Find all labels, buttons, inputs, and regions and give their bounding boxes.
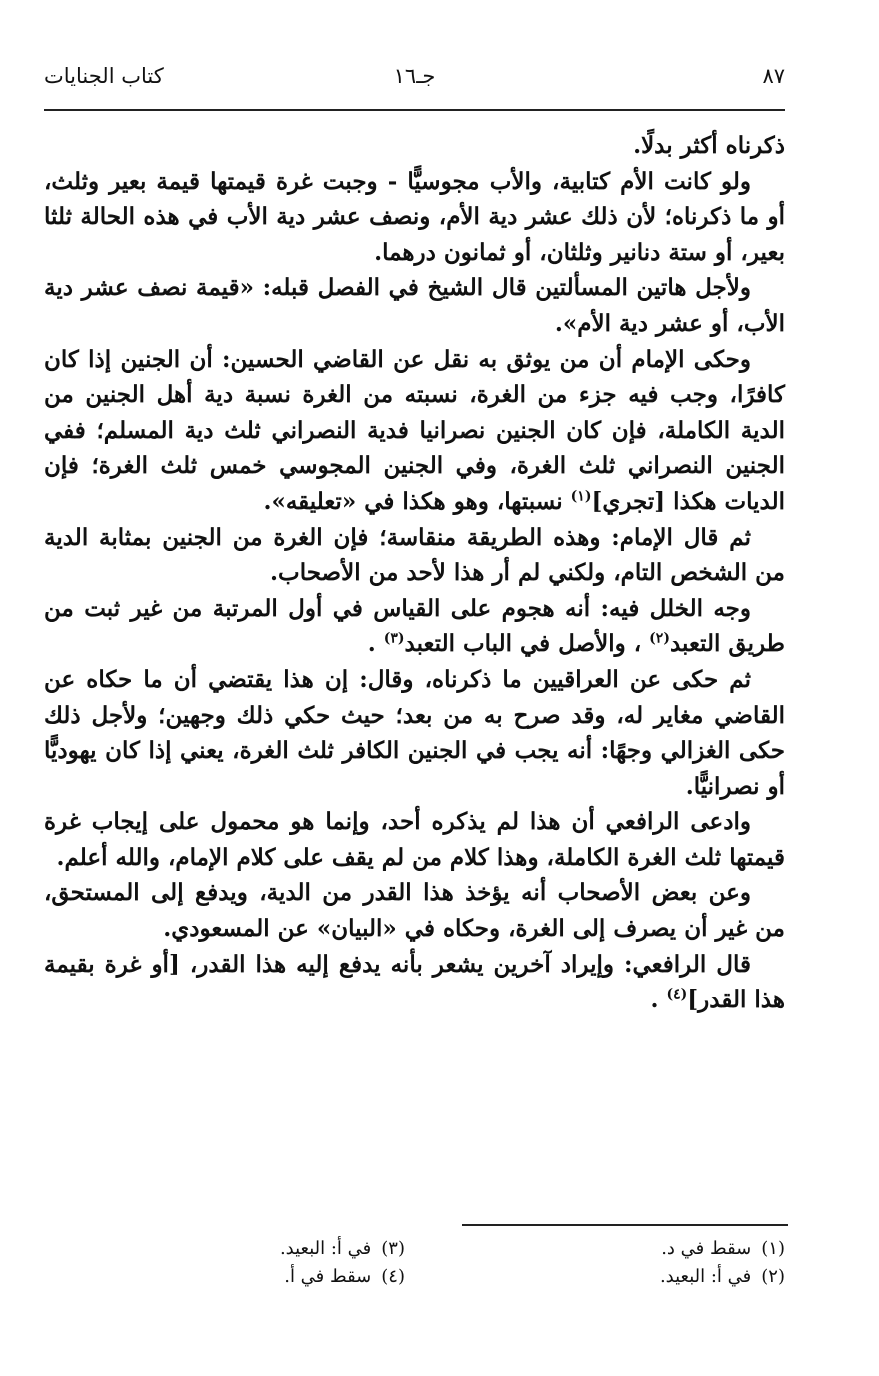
footnote-number: (٣) — [381, 1238, 405, 1259]
paragraph-text: قال الرافعي: وإيراد آخرين يشعر بأنه يدفع إليه هذا القدر، [أو غرة بقيمة هذا القدر] — [44, 950, 785, 1014]
footnote-number: (٤) — [381, 1266, 405, 1287]
footnote-ref-1: (١) — [570, 488, 592, 505]
footnote-item — [105, 1263, 405, 1291]
paragraph: ولو كانت الأم كتابية، والأب مجوسيًّا - وجبت غرة قيمتها قيمة بعير وثلث، أو ما ذكرناه؛ لأن ذلك عشر دية الأم، ونصف عشر دية الأب في هذه الحالة ثلثا بعير، أو ستة دنانير وثلثان، أو ثمانون درهما. — [44, 167, 785, 266]
footnote-text: في أ: البعيد. — [659, 1266, 752, 1287]
paragraph-text: نسبتها، وهو هكذا في «تعليقه». — [263, 487, 571, 515]
main-text — [44, 128, 785, 1018]
footnote-number: (١) — [761, 1238, 785, 1259]
page-header — [44, 62, 785, 102]
footnote-column-right — [485, 1235, 785, 1291]
paragraph: ثم قال الإمام: وهذه الطريقة منقاسة؛ فإن الغرة من الجنين بمثابة الدية من الشخص التام، ولكني لم أر هذا لأحد من الأصحاب. — [44, 523, 785, 587]
footnote-ref-3: (٣) — [383, 630, 405, 647]
paragraph — [44, 947, 785, 1018]
footnote-number: (٢) — [761, 1266, 785, 1287]
footnote-text: سقط في أ. — [284, 1266, 372, 1287]
paragraph: ثم حكى عن العراقيين ما ذكرناه، وقال: إن هذا يقتضي أن ما حكاه عن القاضي مغاير له، وقد صرح به من بعد؛ حيث حكي ذلك وجهين؛ ولأجل ذلك حكى الغزالي وجهًا: أنه يجب في الجنين الكافر ثلث الغرة، يعني إذا كان يهوديًّا أو نصرانيًّا. — [44, 665, 785, 800]
header-divider — [44, 109, 785, 111]
footnote-ref-2: (٢) — [649, 630, 670, 647]
volume-number: جـ١٦ — [393, 64, 436, 88]
footnote-text: في أ: البعيد. — [279, 1238, 372, 1259]
paragraph: وادعى الرافعي أن هذا لم يذكره أحد، وإنما هو محمول على إيجاب غرة قيمتها ثلث الغرة الكاملة، وهذا كلام من لم يقف على كلام الإمام، والله أعلم. — [44, 808, 785, 871]
paragraph — [44, 591, 785, 662]
footnote-text: سقط في د. — [661, 1238, 752, 1259]
footnote-item — [485, 1263, 785, 1291]
paragraph: ولأجل هاتين المسألتين قال الشيخ في الفصل قبله: «قيمة نصف عشر دية الأب، أو عشر دية الأم». — [44, 274, 785, 337]
footnote-item — [105, 1235, 405, 1263]
paragraph: وعن بعض الأصحاب أنه يؤخذ هذا القدر من الدية، ويدفع إلى المستحق، من غير أن يصرف إلى الغرة، وحكاه في «البيان» عن المسعودي. — [44, 879, 785, 943]
page-number: ٨٧ — [762, 64, 785, 88]
paragraph-text: ، والأصل في الباب التعبد — [404, 630, 650, 658]
footnote-ref-4: (٤) — [666, 986, 688, 1003]
footnote-column-left — [105, 1235, 405, 1291]
paragraph-text: وجه الخلل فيه: أنه هجوم على القياس في أول المرتبة من غير ثبت من طريق التعبد — [44, 594, 785, 658]
paragraph — [44, 342, 785, 520]
paragraph-text: . — [650, 986, 667, 1014]
footnote-divider — [462, 1224, 788, 1226]
paragraph-text: . — [367, 630, 384, 658]
paragraph: ذكرناه أكثر بدلًا. — [633, 132, 785, 159]
paragraph-text: وحكى الإمام أن من يوثق به نقل عن القاضي الحسين: أن الجنين إذا كان كافرًا، وجب فيه جزء من الغرة، نسبته من الغرة نسبة دية أهل الجنين من الدية الكاملة، فإن كان الجنين نصرانيا فدية النصراني ثلث دية المسلم؛ ففي الجنين النصراني ثلث الغرة، وفي الجنين المجوسي خمس ثلث الغرة؛ فإن الديات هكذا [تجري] — [44, 345, 785, 515]
book-title: كتاب الجنايات — [44, 64, 164, 88]
footnote-item — [485, 1235, 785, 1263]
